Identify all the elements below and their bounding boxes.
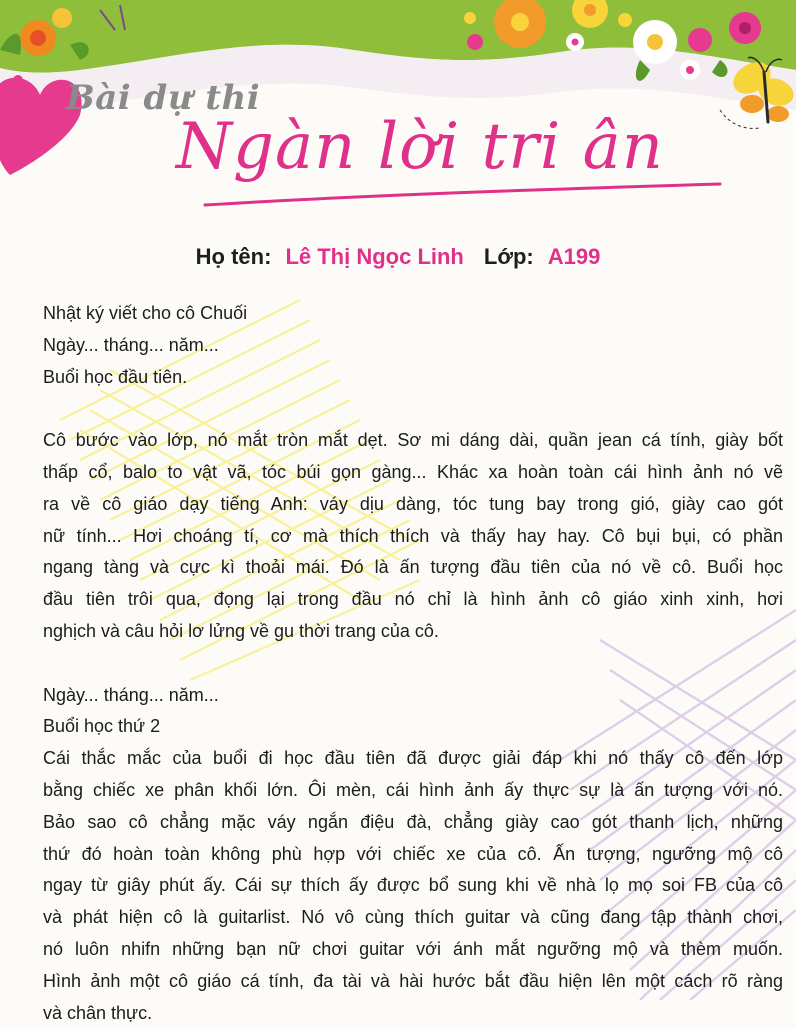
blank-line	[43, 648, 783, 680]
text-line: và phát hiện cô là guitarlist. Nó vô cùng thích guitar và cũng đang tập thành chơi,	[43, 907, 783, 928]
text-line: ngay từ giây phút ấy. Cái sự thích ấy được bổ sung khi về nhà lọ mọ soi FB của cô	[43, 875, 783, 896]
text-line: Cái thắc mắc của buổi đi học đầu tiên đã được giải đáp khi nó thấy cô đến lớp	[43, 748, 783, 769]
diary-text	[43, 298, 783, 1029]
text-line: Buổi học thứ 2	[43, 716, 161, 737]
text-line: nghịch và câu hỏi lơ lửng về gu thời trang của cô.	[43, 620, 439, 641]
text-line: bằng chiếc xe phân khối lớn. Ôi mèn, cái hình ảnh ấy thực sự là ấn tượng với nó.	[43, 779, 783, 800]
text-line: và chân thực.	[43, 1002, 153, 1023]
text-line: thứ đó hoàn toàn không phù hợp với chiếc xe của cô. Ấn tượng, ngưỡng mộ cô	[43, 843, 783, 864]
text-line: ra về cô giáo dạy tiếng Anh: váy dịu dàng, tóc tung bay trong gió, giày cao gót	[43, 493, 783, 514]
text-line: nữ tính... Hơi choáng tí, cơ mà thích thích và thấy hay hay. Cô bụi bụi, có phần	[43, 525, 783, 546]
class-label: Lớp:	[483, 244, 534, 269]
student-class: A199	[547, 244, 601, 269]
text-line: Cô bước vào lớp, nó mắt tròn mắt dẹt. Sơ mi dáng dài, quần jean cá tính, giày bốt	[43, 430, 783, 451]
student-info	[0, 244, 796, 270]
text-line: Bảo sao cô chẳng mặc váy ngắn điệu đà, chẳng giày cao gót thanh lịch, những	[43, 811, 783, 832]
student-name: Lê Thị Ngọc Linh	[285, 244, 464, 269]
text-line: Ngày... tháng... năm...	[43, 334, 219, 355]
contest-title: Ngàn lời tri ân	[176, 110, 664, 184]
name-label: Họ tên:	[195, 244, 272, 269]
text-line: Nhật ký viết cho cô Chuối	[43, 303, 248, 323]
text-line: đầu tiên trôi qua, đọng lại trong đầu nó chỉ là hình ảnh cô giáo xinh xinh, hơi	[43, 589, 783, 610]
text-line: Ngày... tháng... năm...	[43, 684, 219, 705]
text-line: nó luôn nhifn những bạn nữ chơi guitar với ánh mắt ngưỡng mộ và thèm muốn.	[43, 938, 783, 959]
text-line: Hình ảnh một cô giáo cá tính, đa tài và hài hước bắt đầu hiện lên một cách rõ ràng	[43, 970, 783, 991]
text-line: ngang tàng và cực kì thoải mái. Đó là ấn tượng đầu tiên của nó về cô. Buổi học	[43, 557, 783, 578]
title-underline	[205, 184, 720, 205]
text-line: Buổi học đầu tiên.	[43, 366, 188, 387]
text-line: thấp cổ, balo to vật vã, tóc búi gọn gàng... Khác xa hoàn toàn cái hình ảnh nó vẽ	[43, 461, 783, 482]
contest-kicker: Bài dự thi	[66, 78, 261, 118]
blank-line	[43, 393, 783, 425]
